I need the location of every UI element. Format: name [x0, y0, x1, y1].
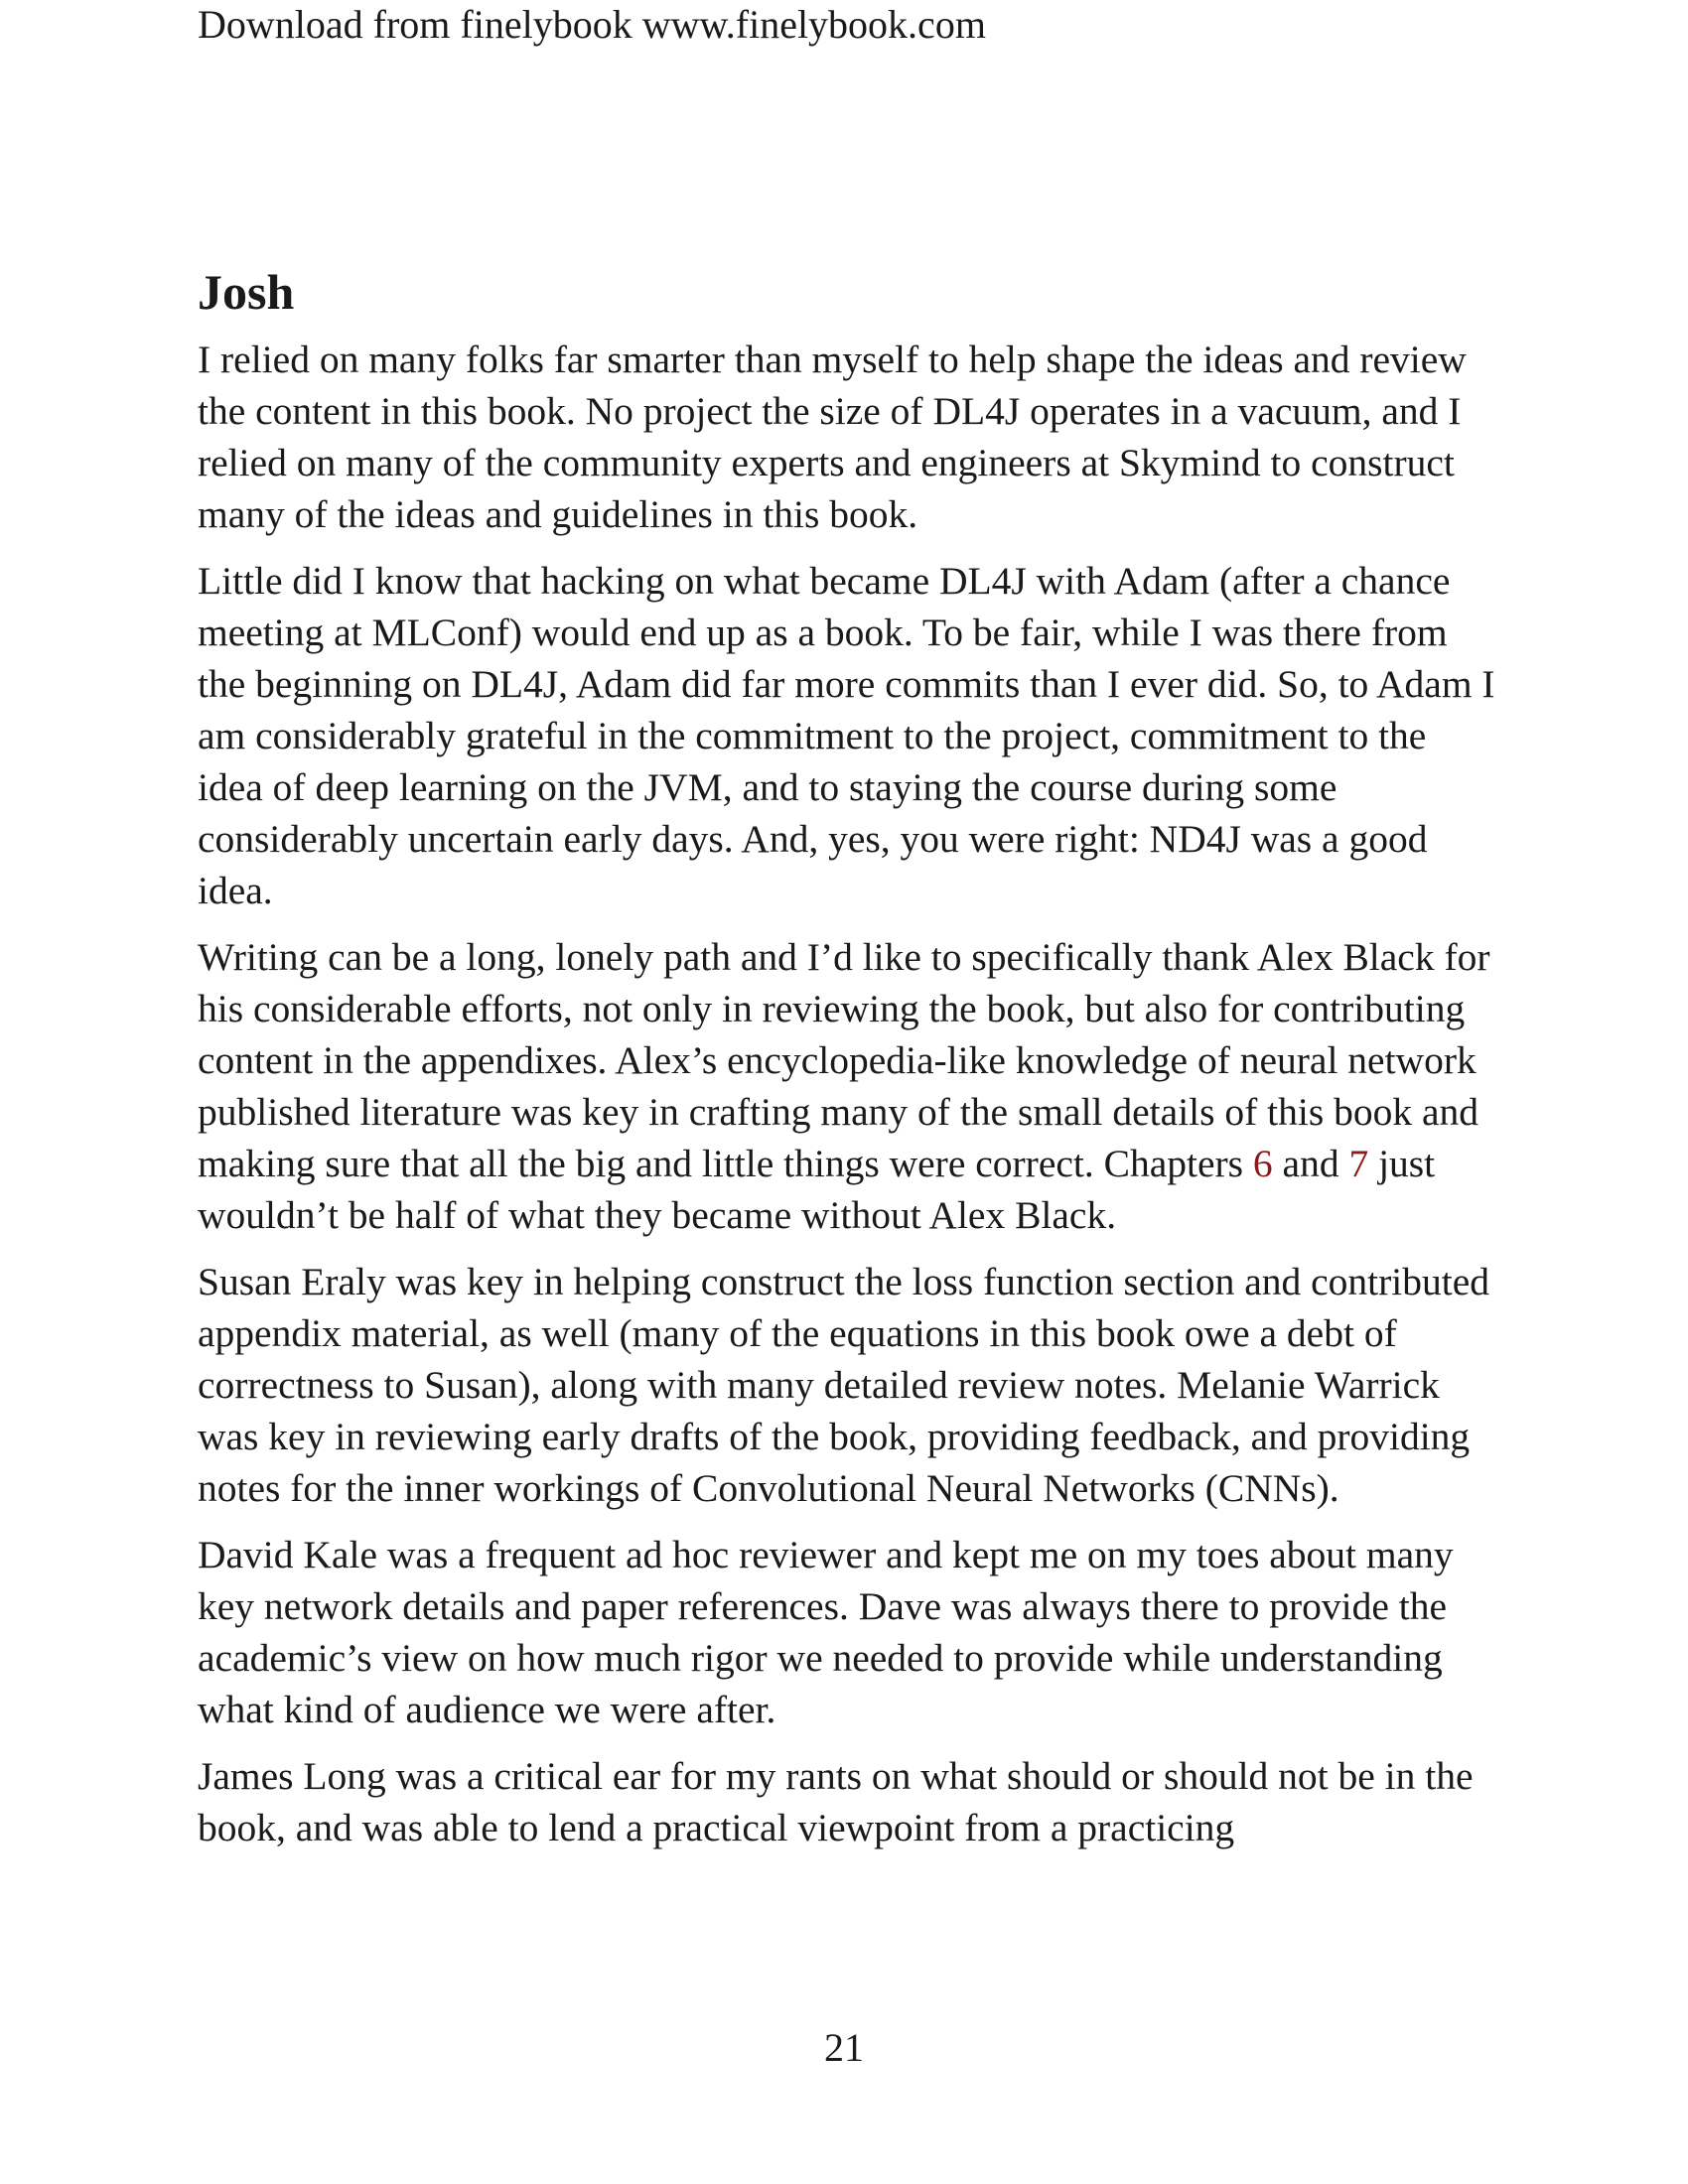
page-header: Download from finelybook www.finelybook.com: [198, 2, 986, 47]
paragraph-4: Susan Eraly was key in helping construct the loss function section and contributed appendix material, as well (many of the equations in this book owe a debt of correctness to Susan), along with many detailed review notes. Melanie Warrick was key in reviewing early drafts of the book, providing feedback, and providing notes for the inner workings of Convolutional Neural Networks (CNNs).: [198, 1260, 1490, 1510]
page-number: 21: [824, 2025, 864, 2070]
paragraph-3-text-end: just wouldn’t be half of what they became without Alex Black.: [198, 1142, 1436, 1237]
chapter-6-link[interactable]: 6: [1252, 1142, 1273, 1185]
paragraph-3-text-start: Writing can be a long, lonely path and I’d like to specifically thank Alex Black for his considerable efforts, not only in reviewing the book, but also for contributing content in the appendixes. Alex’s encyclopedia-like knowledge of neural network published literature was key in crafting many of the small details of this book and making sure that all the big and little things were correct. Chapters: [198, 935, 1490, 1185]
paragraph-5: David Kale was a frequent ad hoc reviewer and kept me on my toes about many key network details and paper references. Dave was always there to provide the academic’s view on how much rigor we needed to provide while understanding what kind of audience we were after.: [198, 1533, 1454, 1731]
paragraph-1: I relied on many folks far smarter than myself to help shape the ideas and review the content in this book. No project the size of DL4J operates in a vacuum, and I relied on many of the community experts and engineers at Skymind to construct many of the ideas and guidelines in this book.: [198, 338, 1467, 536]
paragraph-6: James Long was a critical ear for my rants on what should or should not be in the book, and was able to lend a practical viewpoint from a practicing: [198, 1754, 1474, 1849]
paragraph-2: Little did I know that hacking on what became DL4J with Adam (after a chance meeting at MLConf) would end up as a book. To be fair, while I was there from the beginning on DL4J, Adam did far more commits than I ever did. So, to Adam I am considerably grateful in the commitment to the project, commitment to the idea of deep learning on the JVM, and to staying the course during some considerably uncertain early days. And, yes, you were right: ND4J was a good idea.: [198, 559, 1495, 912]
chapter-7-link[interactable]: 7: [1348, 1142, 1369, 1185]
paragraph-3: [198, 931, 1498, 1241]
page-body: [198, 260, 1498, 1868]
section-title: Josh: [198, 264, 295, 320]
paragraph-3-text-middle: and: [1272, 1142, 1349, 1185]
